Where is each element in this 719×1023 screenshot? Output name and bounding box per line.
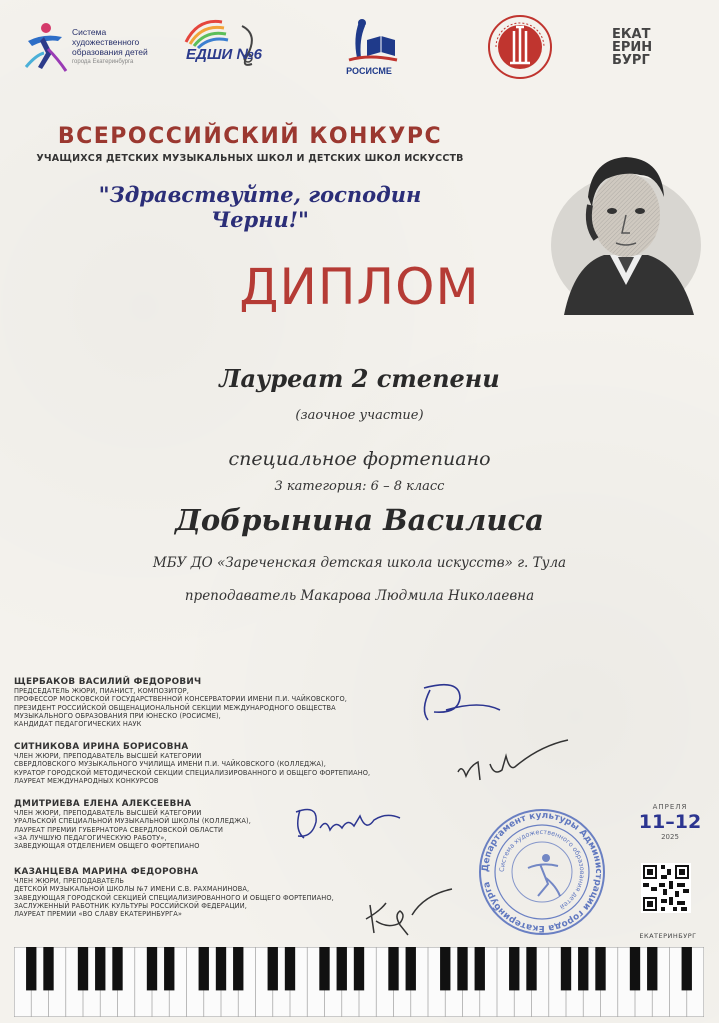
signature-3	[290, 798, 420, 848]
stamp-outer-text: Департамент культуры Администрации города Екатеринбурга	[480, 810, 604, 934]
rosisme-logo	[330, 14, 408, 80]
laureate-degree: Лауреат 2 степени	[219, 364, 500, 393]
qr-code-icon	[641, 863, 691, 913]
black-key	[561, 947, 571, 990]
jury-member-name: СИТНИКОВА ИРИНА БОРИСОВНА	[14, 742, 189, 752]
system-logo-line-2: художественного	[72, 37, 140, 47]
system-logo-line-3: образования детей	[72, 47, 148, 57]
black-key	[43, 947, 53, 990]
jury-member-line: ПРЕДСЕДАТЕЛЬ ЖЮРИ, ПИАНИСТ, КОМПОЗИТОР,	[14, 687, 189, 695]
jury-member-line: КАНДИДАТ ПЕДАГОГИЧЕСКИХ НАУК	[14, 720, 142, 729]
jury-member-name: ЩЕРБАКОВ ВАСИЛИЙ ФЕДОРОВИЧ	[14, 677, 202, 687]
black-key	[216, 947, 226, 990]
jury-member	[14, 742, 434, 785]
logo-row	[0, 14, 719, 84]
foundation-logo	[480, 14, 560, 80]
system-logo-line-1: Система	[72, 27, 107, 37]
jury-member-line: ЛАУРЕАТ МЕЖДУНАРОДНЫХ КОНКУРСОВ	[14, 776, 159, 785]
rainbow-arc-icon	[178, 14, 268, 74]
black-key	[319, 947, 329, 990]
black-key	[509, 947, 519, 990]
black-key	[95, 947, 105, 990]
black-key	[233, 947, 243, 990]
participation-mode: (заочное участие)	[295, 408, 424, 423]
rosisme-logo-text: РОСИСМЕ	[346, 66, 392, 76]
jury-member-line: ЧЛЕН ЖЮРИ, ПРЕПОДАВАТЕЛЬ	[14, 877, 125, 885]
black-key	[406, 947, 416, 990]
nomination: специальное фортепиано	[228, 448, 491, 470]
black-key	[337, 947, 347, 990]
black-key	[595, 947, 605, 990]
teacher-name: преподаватель Макарова Людмила Николаевна	[184, 588, 535, 604]
black-key	[578, 947, 588, 990]
figure-book-icon	[339, 18, 399, 64]
black-key	[647, 947, 657, 990]
dshi-logo	[178, 14, 268, 80]
signature-1	[400, 670, 510, 730]
system-logo-city: города Екатеринбурга	[72, 59, 134, 65]
ekaterinburg-logo	[612, 14, 672, 80]
jury-member	[14, 677, 434, 728]
jury-member-line: ПРЕЗИДЕНТ РОССИЙСКОЙ ОБЩЕНАЦИОНАЛЬНОЙ СЕКЦИИ МЕЖДУНАРОДНОГО ОБЩЕСТВА	[14, 703, 336, 712]
signature-2	[450, 736, 580, 796]
jury-member-name: ДМИТРИЕВА ЕЛЕНА АЛЕКСЕЕВНА	[14, 799, 192, 809]
age-category: 3 категория: 6 – 8 класс	[274, 479, 445, 494]
black-key	[26, 947, 36, 990]
jury-member-line: ДЕТСКОЙ МУЗЫКАЛЬНОЙ ШКОЛЫ №7 ИМЕНИ С.В. РАХМАНИНОВА,	[14, 885, 250, 894]
black-key	[457, 947, 467, 990]
ekb-logo-line-1: ЕКАТ	[612, 26, 651, 42]
jury-member-line: УРАЛЬСКОЙ СПЕЦИАЛЬНОЙ МУЗЫКАЛЬНОЙ ШКОЛЫ (КОЛЛЕДЖА),	[14, 817, 251, 826]
contest-slogan: "Здравствуйте, господин Черни!"	[98, 182, 422, 232]
black-key	[78, 947, 88, 990]
stamp-inner-text: Система художественного образования детей	[497, 827, 587, 912]
jury-member-line: ЛАУРЕАТ ПРЕМИИ «ВО СЛАВУ ЕКАТЕРИНБУРГА»	[14, 910, 182, 919]
jury-member-line: КУРАТОР ГОРОДСКОЙ МЕТОДИЧЕСКОЙ СЕКЦИИ СПЕЦИАЛИЗИРОВАННОГО И ОБЩЕГО ФОРТЕПИАНО,	[14, 768, 371, 777]
jury-member-line: ЗАСЛУЖЕННЫЙ РАБОТНИК КУЛЬТУРЫ РОССИЙСКОЙ ФЕДЕРАЦИИ,	[14, 901, 247, 910]
black-key	[475, 947, 485, 990]
contest-title: ВСЕРОССИЙСКИЙ КОНКУРС	[57, 124, 443, 149]
foundation-seal-icon	[486, 13, 554, 81]
event-dates	[630, 803, 710, 841]
jury-member-line: ЗАВЕДУЮЩАЯ ОТДЕЛЕНИЕМ ОБЩЕГО ФОРТЕПИАНО	[14, 842, 200, 851]
black-key	[199, 947, 209, 990]
jury-member-line: СВЕРДЛОВСКОГО МУЗЫКАЛЬНОГО УЧИЛИЩА ИМЕНИ П.И. ЧАЙКОВСКОГО (КОЛЛЕДЖА),	[14, 760, 326, 769]
black-key	[285, 947, 295, 990]
jury-member-line: ЧЛЕН ЖЮРИ, ПРЕПОДАВАТЕЛЬ ВЫСШЕЙ КАТЕГОРИИ	[14, 809, 202, 817]
event-month: АПРЕЛЯ	[652, 803, 688, 811]
event-city: ЕКАТЕРИНБУРГ	[639, 932, 697, 940]
jury-member-line: ЛАУРЕАТ ПРЕМИИ ГУБЕРНАТОРА СВЕРДЛОВСКОЙ ОБЛАСТИ	[14, 825, 224, 834]
piano-keyboard	[14, 947, 704, 1017]
school-name: МБУ ДО «Зареченская детская школа искусств» г. Тула	[152, 555, 567, 571]
event-days: 11–12	[638, 811, 702, 833]
jury-member-name: КАЗАНЦЕВА МАРИНА ФЕДОРОВНА	[14, 867, 199, 877]
black-key	[526, 947, 536, 990]
system-logo	[22, 14, 162, 80]
dshi-logo-text: ЕДШИ №6	[186, 46, 263, 63]
signature-4	[360, 885, 470, 945]
black-key	[354, 947, 364, 990]
jury-member-line: ЗАВЕДУЮЩАЯ ГОРОДСКОЙ СЕКЦИЕЙ СПЕЦИАЛИЗИРОВАННОГО И ОБЩЕГО ФОРТЕПИАНО,	[14, 893, 334, 902]
student-name: Добрынина Василиса	[175, 503, 544, 537]
ekb-logo-line-3: БУРГ	[612, 52, 650, 68]
black-key	[682, 947, 692, 990]
black-key	[440, 947, 450, 990]
jury-member-line: ПРОФЕССОР МОСКОВСКОЙ ГОСУДАРСТВЕННОЙ КОНСЕРВАТОРИИ ИМЕНИ П.И. ЧАЙКОВСКОГО,	[14, 695, 348, 704]
contest-subtitle: УЧАЩИХСЯ ДЕТСКИХ МУЗЫКАЛЬНЫХ ШКОЛ И ДЕТСКИХ ШКОЛ ИСКУССТВ	[36, 153, 464, 164]
diploma-heading: ДИПЛОМ	[239, 258, 480, 316]
dancer-icon	[22, 19, 68, 75]
black-key	[268, 947, 278, 990]
jury-member-line: «ЗА ЛУЧШУЮ ПЕДАГОГИЧЕСКУЮ РАБОТУ»,	[14, 833, 167, 842]
jury-member-line: МУЗЫКАЛЬНОГО ОБРАЗОВАНИЯ ПРИ ЮНЕСКО (РОСИСМЕ),	[14, 711, 221, 720]
official-stamp	[476, 806, 608, 938]
black-key	[164, 947, 174, 990]
black-key	[147, 947, 157, 990]
jury-member-line: ЧЛЕН ЖЮРИ, ПРЕПОДАВАТЕЛЬ ВЫСШЕЙ КАТЕГОРИИ	[14, 752, 202, 760]
black-key	[388, 947, 398, 990]
black-key	[630, 947, 640, 990]
event-year: 2025	[661, 833, 679, 841]
black-key	[112, 947, 122, 990]
ekb-logo-line-2: ЕРИН	[612, 39, 653, 55]
